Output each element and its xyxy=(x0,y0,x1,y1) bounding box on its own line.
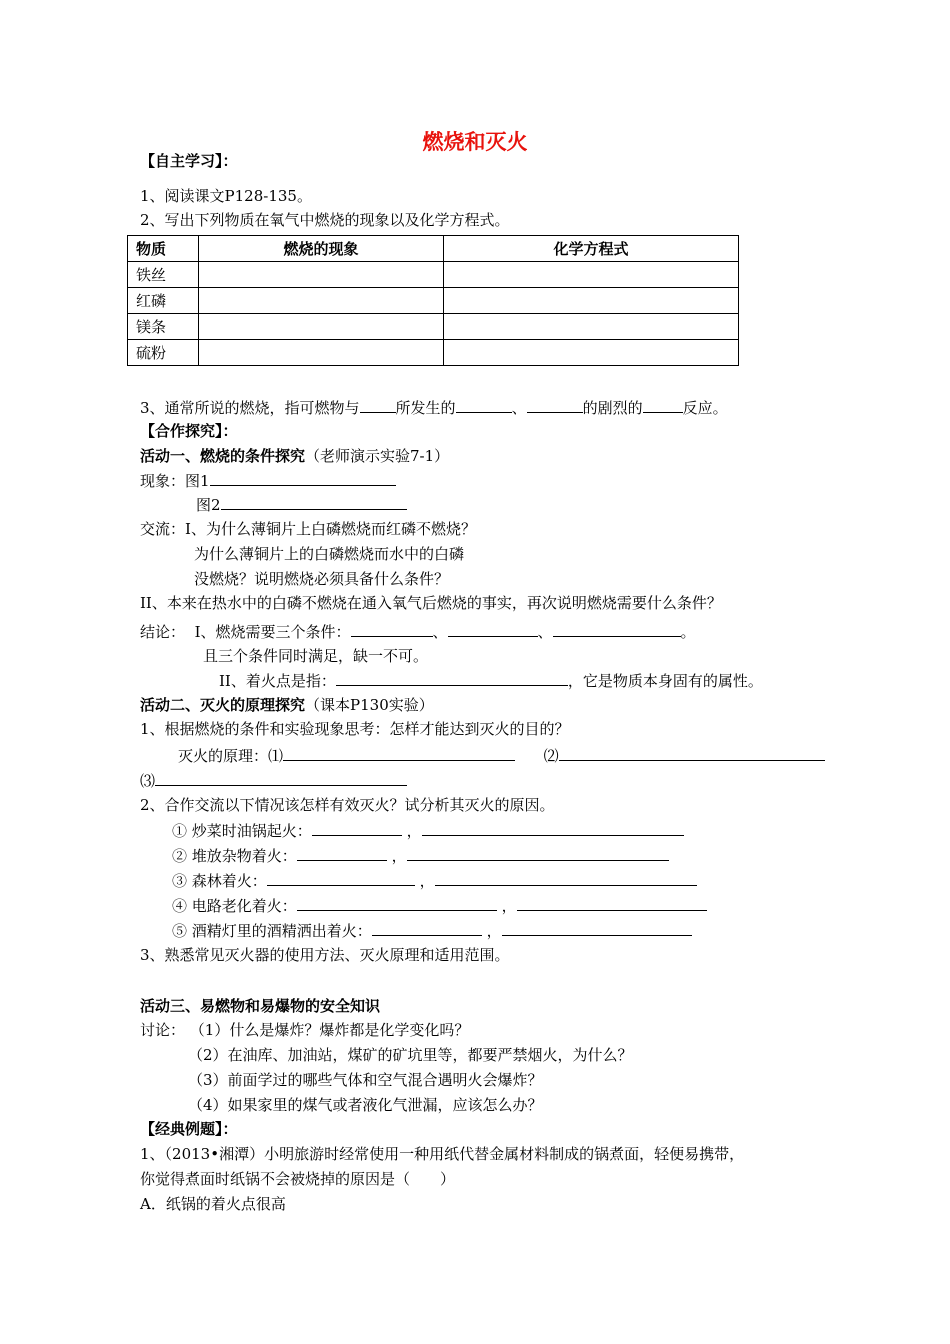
activity2-q1: 1、根据燃烧的条件和实验现象思考：怎样才能达到灭火的目的？ xyxy=(140,720,570,738)
conclusion-text: II、着火点是指： xyxy=(219,672,336,690)
item3-text: 、 xyxy=(511,399,527,417)
activity2-q3: 3、熟悉常见灭火器的使用方法、灭火原理和适用范围。 xyxy=(140,946,510,964)
principle-label: 灭火的原理： xyxy=(178,747,269,765)
table-header-equation: 化学方程式 xyxy=(444,236,739,262)
separator: 、 xyxy=(537,623,553,641)
table-cell-answer[interactable] xyxy=(199,314,444,340)
blank[interactable] xyxy=(155,770,407,786)
marker: ⑴ xyxy=(268,747,284,765)
example-option-a: A．纸锅的着火点很高 xyxy=(140,1195,286,1213)
blank[interactable] xyxy=(221,494,407,510)
activity2-q2: 2、合作交流以下情况该怎样有效灭火？试分析其灭火的原因。 xyxy=(140,796,555,814)
comma: ， xyxy=(486,922,502,940)
table-cell-answer[interactable] xyxy=(199,262,444,288)
principle-line xyxy=(178,745,825,766)
conclusion-2 xyxy=(219,670,763,691)
case-text: ② 堆放杂物着火： xyxy=(172,847,297,865)
case-1 xyxy=(172,820,684,841)
blank[interactable] xyxy=(643,397,683,413)
question-text: I、为什么薄铜片上白磷燃烧而红磷不燃烧？ xyxy=(185,520,476,538)
conclusion-label: 结论： xyxy=(140,623,186,641)
fig1-label: 图1 xyxy=(185,472,210,490)
table-header-substance: 物质 xyxy=(128,236,199,262)
activity1-title: 活动一、燃烧的条件探究 xyxy=(140,447,306,465)
table-row xyxy=(128,340,739,366)
table-cell-answer[interactable] xyxy=(199,340,444,366)
blank[interactable] xyxy=(407,845,669,861)
item3-text: 反应。 xyxy=(682,399,728,417)
comma: ， xyxy=(406,822,422,840)
table-cell-substance: 红磷 xyxy=(128,288,199,314)
blank[interactable] xyxy=(297,895,497,911)
blank[interactable] xyxy=(502,920,692,936)
exchange-q2: II、本来在热水中的白磷不燃烧在通入氧气后燃烧的事实，再次说明燃烧需要什么条件？ xyxy=(140,594,722,612)
blank[interactable] xyxy=(527,397,583,413)
fig2-label: 图2 xyxy=(196,496,221,514)
self-study-item-3 xyxy=(140,397,728,418)
case-text: ④ 电路老化着火： xyxy=(172,897,297,915)
page-title: 燃烧和灭火 xyxy=(422,130,528,154)
blank[interactable] xyxy=(456,397,512,413)
table-cell-answer[interactable] xyxy=(444,288,739,314)
activity2-title: 活动二、灭火的原理探究 xyxy=(140,696,306,714)
comma: ， xyxy=(419,872,435,890)
activity1-title-line xyxy=(140,446,449,466)
blank[interactable] xyxy=(422,820,684,836)
discuss-label: 讨论： xyxy=(140,1021,186,1039)
blank[interactable] xyxy=(553,621,681,637)
exchange-q1c: 没燃烧？说明燃烧必须具备什么条件？ xyxy=(194,570,450,588)
comma: ， xyxy=(391,847,407,865)
blank[interactable] xyxy=(435,870,697,886)
activity2-title-line xyxy=(140,695,434,715)
exchange-q1a xyxy=(140,519,476,539)
table-cell-substance: 硫粉 xyxy=(128,340,199,366)
discussion-4: （4）如果家里的煤气或者液化气泄漏，应该怎么办？ xyxy=(188,1096,543,1114)
table-header-phenomenon: 燃烧的现象 xyxy=(199,236,444,262)
case-text: ⑤ 酒精灯里的酒精洒出着火： xyxy=(172,922,372,940)
table-row xyxy=(128,314,739,340)
blank[interactable] xyxy=(336,670,568,686)
table-cell-answer[interactable] xyxy=(444,314,739,340)
blank[interactable] xyxy=(297,845,387,861)
exchange-q1b: 为什么薄铜片上的白磷燃烧而水中的白磷 xyxy=(194,545,465,563)
period: 。 xyxy=(680,623,696,641)
discuss-text: （1）什么是爆炸？爆炸都是化学变化吗？ xyxy=(189,1021,470,1039)
case-5 xyxy=(172,920,692,941)
table-cell-substance: 铁丝 xyxy=(128,262,199,288)
blank[interactable] xyxy=(312,820,402,836)
conclusion-1 xyxy=(140,621,696,642)
phenomenon-fig1 xyxy=(140,470,396,491)
discussion-1 xyxy=(140,1020,469,1040)
item3-text: 3、通常所说的燃烧，指可燃物与 xyxy=(140,399,360,417)
blank[interactable] xyxy=(360,397,396,413)
examples-heading: 【经典例题】： xyxy=(140,1120,238,1138)
blank[interactable] xyxy=(448,621,538,637)
self-study-item-1: 1、阅读课文P128-135。 xyxy=(140,187,312,205)
case-4 xyxy=(172,895,707,916)
table-row xyxy=(128,262,739,288)
marker: ⑵ xyxy=(543,747,559,765)
self-study-item-2: 2、写出下列物质在氧气中燃烧的现象以及化学方程式。 xyxy=(140,211,510,229)
case-text: ③ 森林着火： xyxy=(172,872,267,890)
blank[interactable] xyxy=(210,470,396,486)
blank[interactable] xyxy=(517,895,707,911)
phenomenon-fig2 xyxy=(196,494,407,515)
conclusion-text: I、燃烧需要三个条件： xyxy=(194,623,351,641)
discussion-3: （3）前面学过的哪些气体和空气混合遇明火会爆炸？ xyxy=(188,1071,543,1089)
discussion-2: （2）在油库、加油站，煤矿的矿坑里等，都要严禁烟火，为什么？ xyxy=(188,1046,633,1064)
item3-text: 所发生的 xyxy=(395,399,456,417)
exchange-label: 交流： xyxy=(140,520,186,538)
blank[interactable] xyxy=(267,870,415,886)
marker: ⑶ xyxy=(140,772,156,790)
combustion-table xyxy=(127,235,739,366)
blank[interactable] xyxy=(559,745,825,761)
table-cell-answer[interactable] xyxy=(444,340,739,366)
comma: ， xyxy=(501,897,517,915)
blank[interactable] xyxy=(351,621,433,637)
activity3-title: 活动三、易燃物和易爆物的安全知识 xyxy=(140,997,381,1015)
case-3 xyxy=(172,870,697,891)
principle-line-3 xyxy=(140,770,407,791)
cooperative-heading: 【合作探究】： xyxy=(140,422,238,440)
table-cell-answer[interactable] xyxy=(199,288,444,314)
activity2-note: （课本P130实验） xyxy=(305,696,434,714)
table-header-row xyxy=(128,236,739,262)
case-text: ① 炒菜时油锅起火： xyxy=(172,822,312,840)
activity1-note: （老师演示实验7-1） xyxy=(305,447,450,465)
blank[interactable] xyxy=(283,745,515,761)
blank[interactable] xyxy=(372,920,482,936)
table-cell-substance: 镁条 xyxy=(128,314,199,340)
self-study-heading: 【自主学习】： xyxy=(140,152,238,170)
conclusion-text: ，它是物质本身固有的属性。 xyxy=(567,672,763,690)
case-2 xyxy=(172,845,669,866)
table-cell-answer[interactable] xyxy=(444,262,739,288)
example-q1b: 你觉得煮面时纸锅不会被烧掉的原因是（ ） xyxy=(140,1170,456,1188)
example-q1a: 1、（2013•湘潭）小明旅游时经常使用一种用纸代替金属材料制成的锅煮面，轻便易携带， xyxy=(140,1145,745,1163)
table-row xyxy=(128,288,739,314)
conclusion-1b: 且三个条件同时满足，缺一不可。 xyxy=(203,647,429,665)
item3-text: 的剧烈的 xyxy=(582,399,643,417)
phenomenon-label: 现象： xyxy=(140,472,186,490)
separator: 、 xyxy=(432,623,448,641)
